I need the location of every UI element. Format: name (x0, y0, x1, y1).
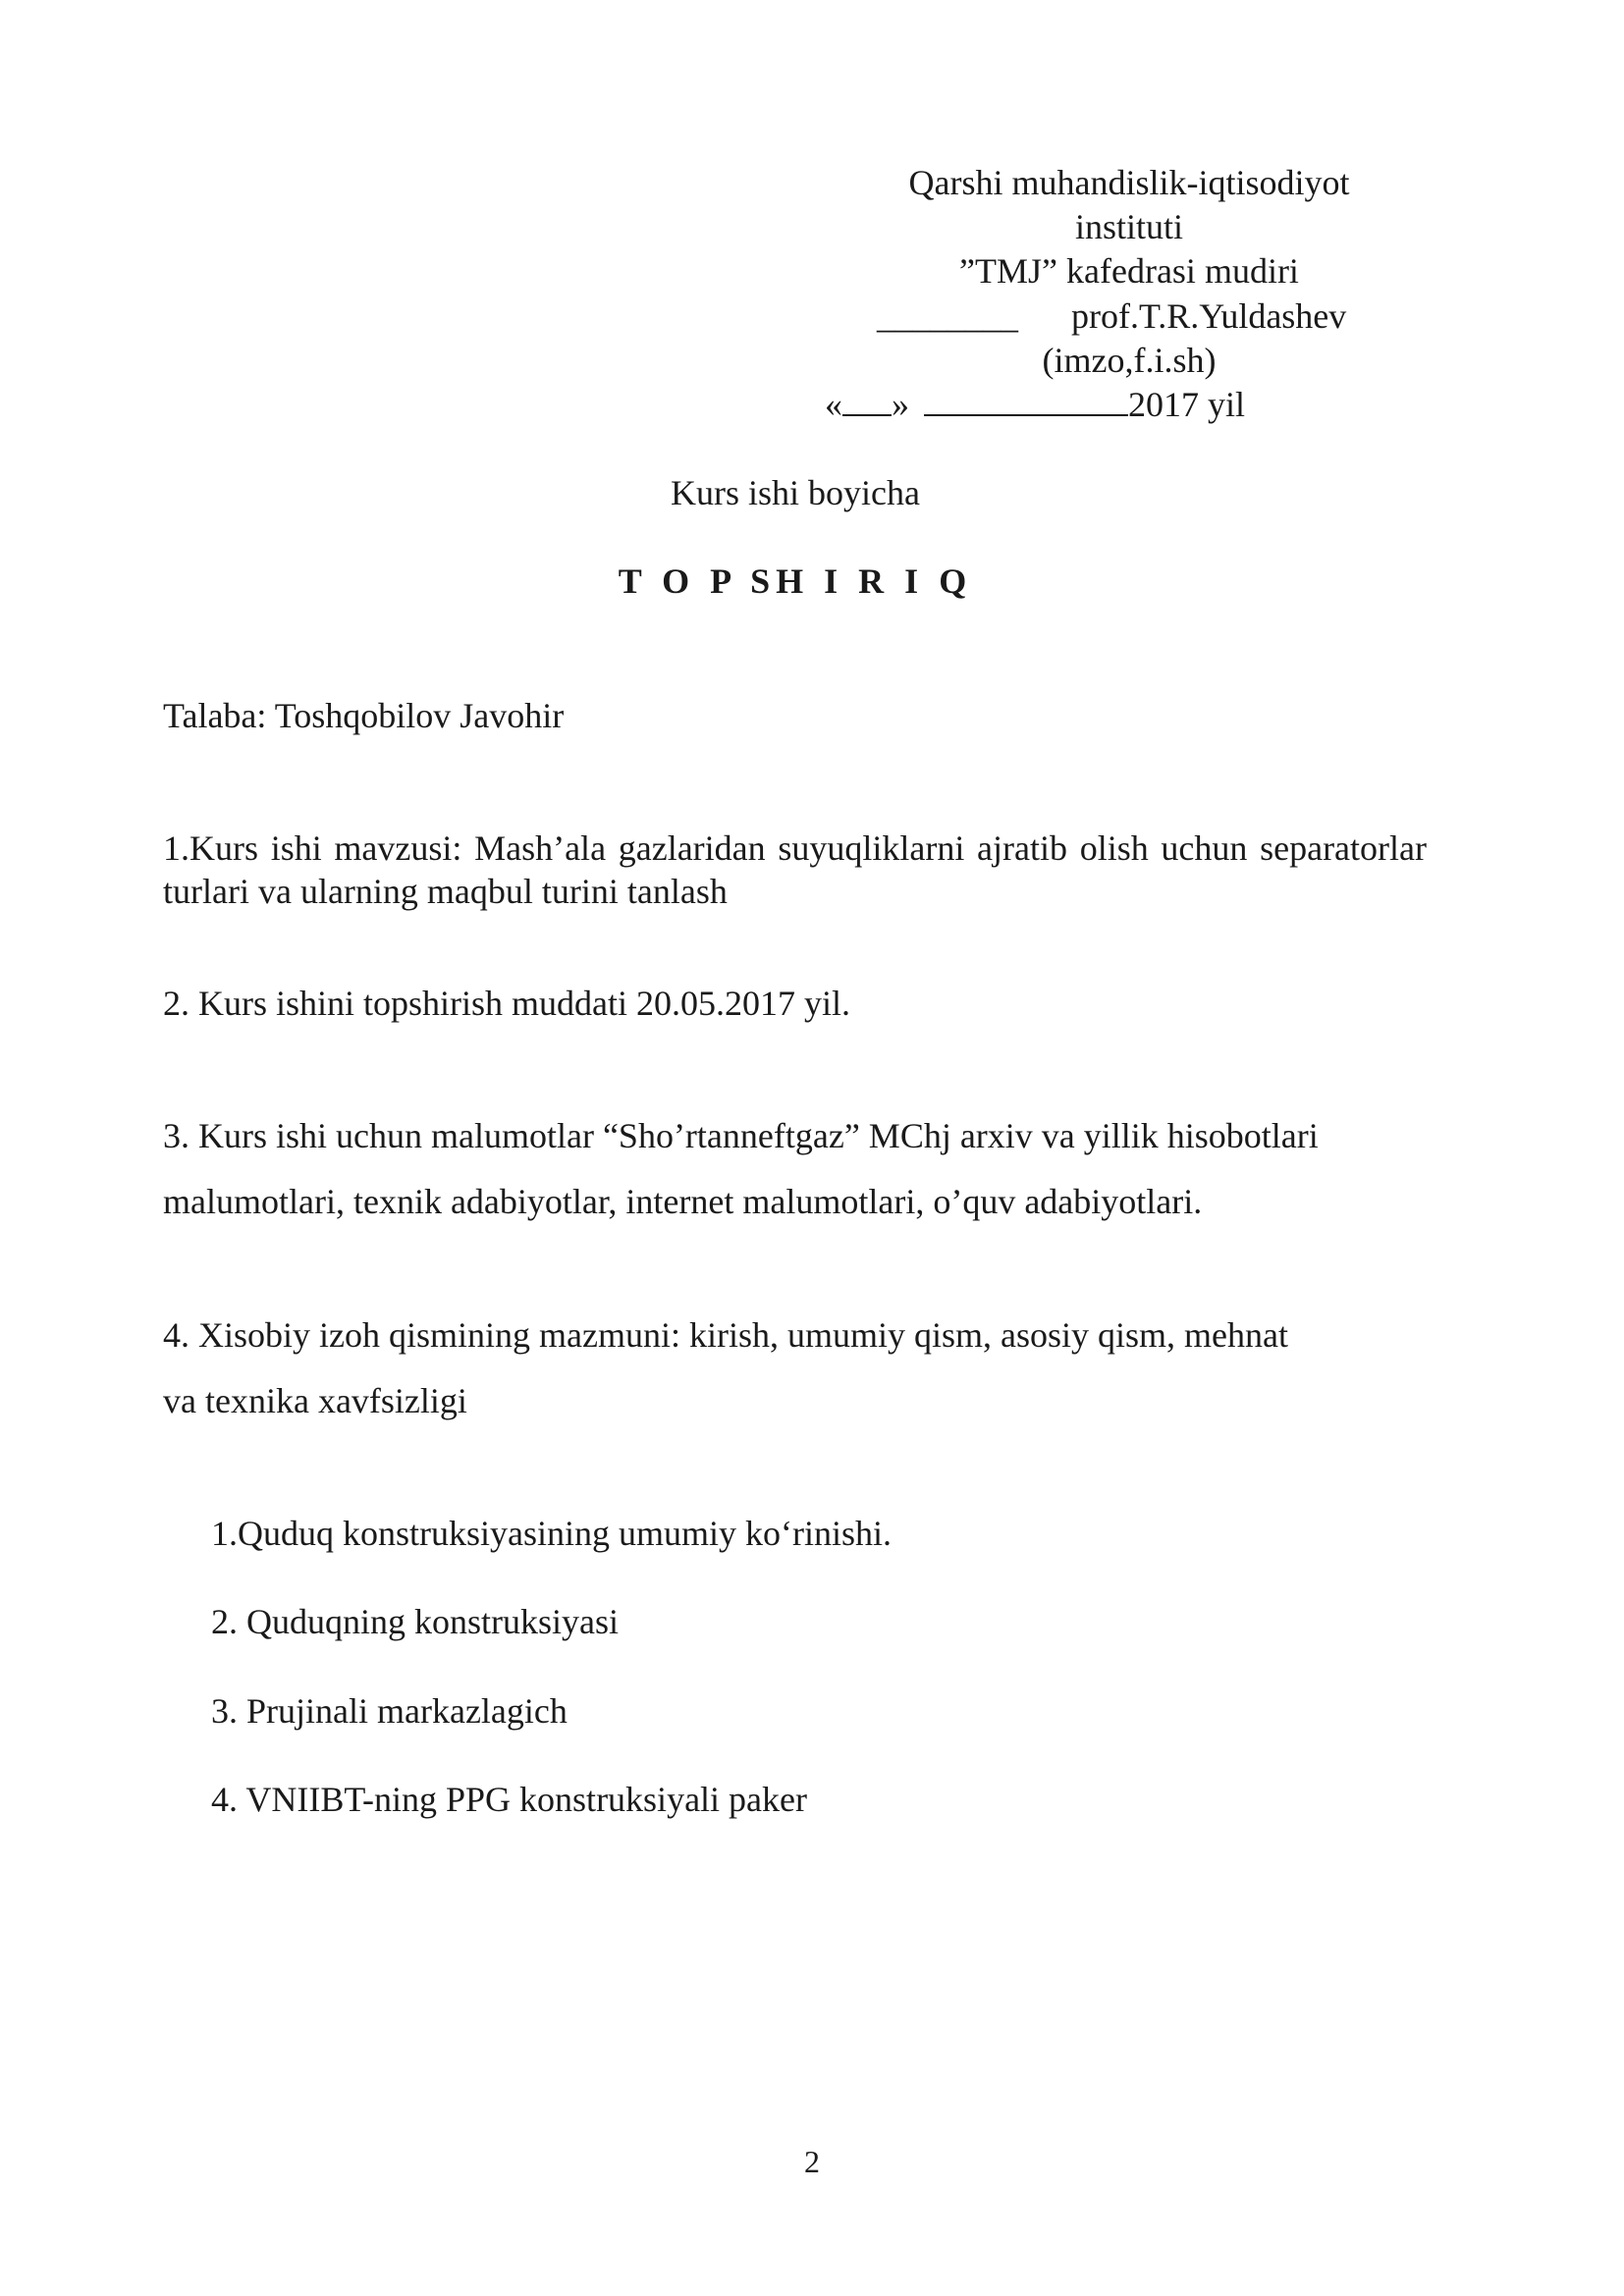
day-blank (842, 385, 892, 416)
figure-item: 1.Quduq konstruksiyasining umumiy ko‘rinishi. (211, 1514, 892, 1553)
department-head-title: ”TMJ” kafedrasi mudiri (959, 251, 1299, 291)
report-contents-line2: va texnika xavfsizligi (163, 1381, 467, 1420)
report-contents-line1: 4. Xisobiy izoh qismining mazmuni: kirish, umumiy qism, asosiy qism, mehnat (163, 1315, 1288, 1355)
approval-date-line (825, 383, 1245, 426)
figure-item: 4. VNIIBT-ning PPG konstruksiyali paker (211, 1780, 807, 1819)
institute-name-line1: Qarshi muhandislik-iqtisodiyot (908, 163, 1350, 202)
date-close-quote: » (892, 385, 909, 424)
signature-line (877, 294, 1346, 338)
figure-item: 3. Prujinali markazlagich (211, 1691, 568, 1731)
page-number: 2 (804, 2144, 820, 2179)
data-sources-line1: 3. Kurs ishi uchun malumotlar “Sho’rtanneftgaz” MChj arxiv va yillik hisobotlari (163, 1116, 1319, 1155)
submission-deadline: 2. Kurs ishini topshirish muddati 20.05.2017 yil. (163, 984, 851, 1023)
institute-name-line2: instituti (1074, 207, 1184, 246)
month-blank (924, 385, 1128, 416)
document-title: T O P SH I R I Q (618, 561, 973, 601)
student-name: Talaba: Toshqobilov Javohir (163, 696, 565, 735)
course-topic: 1.Kurs ishi mavzusi: Mash’ala gazlaridan suyuqliklarni ajratib olish uchun separatorlar turlari va ularning maqbul turini tanlash (163, 828, 1427, 911)
figure-item: 2. Quduqning konstruksiyasi (211, 1602, 620, 1641)
signature-blank: ________ (877, 296, 1018, 336)
date-year: 2017 yil (1128, 385, 1246, 424)
date-open-quote: « (825, 385, 842, 424)
subtitle: Kurs ishi boyicha (671, 473, 920, 512)
department-head-name: prof.T.R.Yuldashev (1071, 296, 1347, 336)
signature-hint: (imzo,f.i.sh) (1042, 341, 1217, 380)
data-sources-line2: malumotlari, texnik adabiyotlar, internet malumotlari, o’quv adabiyotlari. (163, 1182, 1203, 1221)
